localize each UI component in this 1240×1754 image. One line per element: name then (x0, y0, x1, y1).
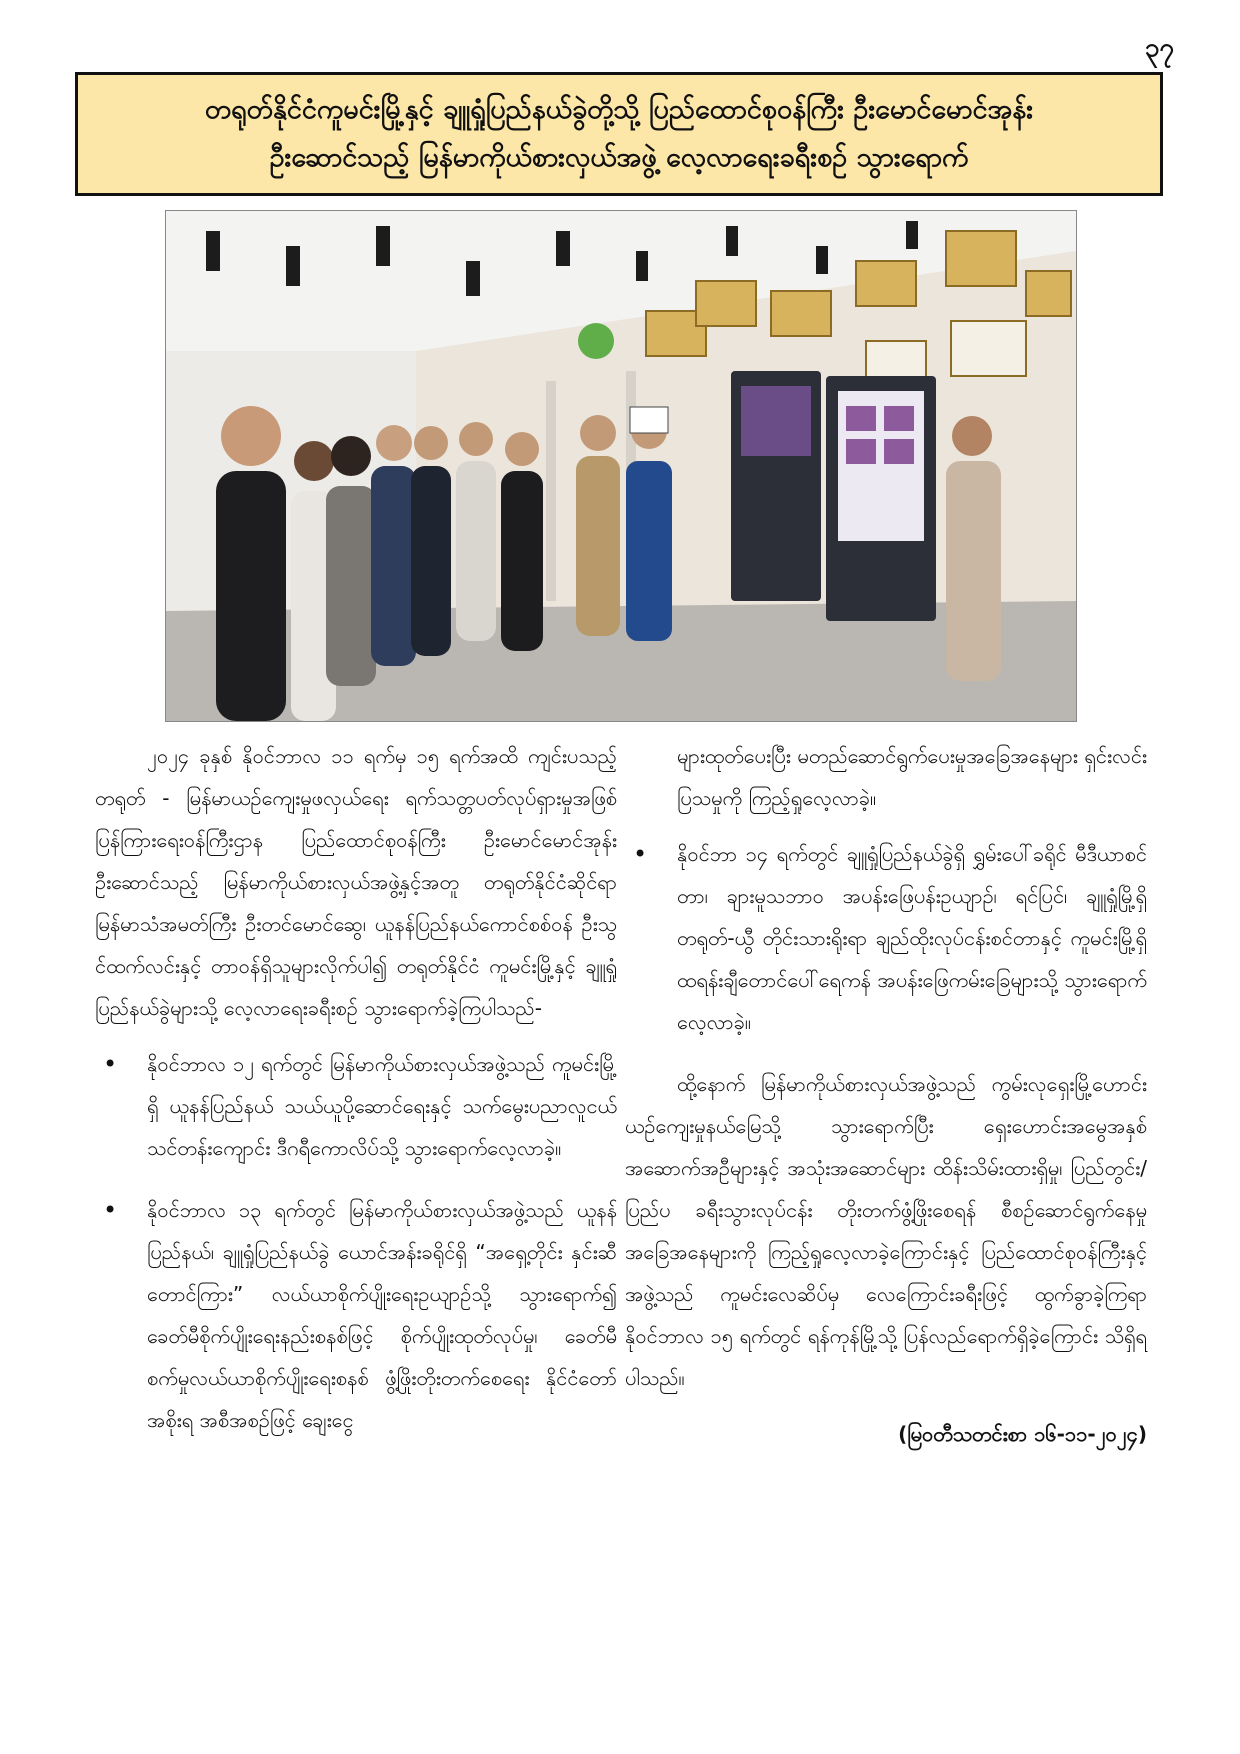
closing-paragraph: ထို့နောက် မြန်မာကိုယ်စားလှယ်အဖွဲ့သည် ကွမ်းလုရှေးမြို့ဟောင်း ယဉ်ကျေးမှုနယ်မြေသို့ သွားရောက်ပြီး ရှေးဟောင်းအမွေအနှစ် အဆောက်အဦများနှင့် အသုံးအဆောင်များ ထိန်းသိမ်းထားရှိမှု၊ ပြည်တွင်း/ပြည်ပ ခရီးသွားလုပ်ငန်း တိုးတက်ဖွံ့ဖြိုးစေရန် စီစဉ်ဆောင်ရွက်နေမှု အခြေအနေများကို ကြည့်ရှုလေ့လာခဲ့ကြောင်းနှင့် ပြည်ထောင်စုဝန်ကြီးနှင့်အဖွဲ့သည် ကူမင်းလေဆိပ်မှ လေကြောင်းခရီးဖြင့် ထွက်ခွာခဲ့ကြရာ နိုဝင်ဘာလ ၁၅ ရက်တွင် ရန်ကုန်မြို့သို့ ပြန်လည်ရောက်ရှိခဲ့ကြောင်း သိရှိရပါသည်။ (625, 1072, 1147, 1390)
intro-paragraph: ၂၀၂၄ ခုနှစ် နိုဝင်ဘာလ ၁၁ ရက်မှ ၁၅ ရက်အထိ ကျင်းပသည့် တရုတ် - မြန်မာယဉ်ကျေးမှုဖလှယ်ရေး ရက်သတ္တပတ်လုပ်ရှားမှုအဖြစ် ပြန်ကြားရေးဝန်ကြီးဌာန ပြည်ထောင်စုဝန်ကြီး ဦးမောင်မောင်အုန်း ဦးဆောင်သည့် မြန်မာကိုယ်စားလှယ်အဖွဲ့နှင့်အတူ တရုတ်နိုင်ငံဆိုင်ရာ မြန်မာသံအမတ်ကြီး ဦးတင်မောင်ဆွေ၊ ယူနန်ပြည်နယ်ကောင်စစ်ဝန် ဦးသွင်ထက်လင်းနှင့် တာဝန်ရှိသူများလိုက်ပါ၍ တရုတ်နိုင်ငံ ကူမင်းမြို့နှင့် ချူရှုံပြည်နယ်ခွဲများသို့ လေ့လာရေးခရီးစဉ် သွားရောက်ခဲ့ကြပါသည်- (95, 744, 617, 1020)
news-photo (165, 210, 1077, 722)
news-source: (မြဝတီသတင်းစာ ၁၆-၁၁-၂၀၂၄) (898, 1422, 1147, 1446)
headline-line-1: တရုတ်နိုင်ငံကူမင်းမြို့နှင့် ချူရှုံပြည်နယ်ခွဲတို့သို့ ပြည်ထောင်စုဝန်ကြီး ဦးမောင်မောင်အုန်း (204, 94, 1034, 125)
left-column (95, 735, 617, 1461)
green-emblem (578, 323, 614, 359)
bullet-item: • နိုဝင်ဘာလ ၁၂ ရက်တွင် မြန်မာကိုယ်စားလှယ်အဖွဲ့သည် ကူမင်းမြို့ရှိ ယူနန်ပြည်နယ် သယ်ယူပို့ဆောင်ရေးနှင့် သက်မွေးပညာလူငယ်သင်တန်းကျောင်း ဒီဂရီကောလိပ်သို့ သွားရောက်လေ့လာခဲ့။ (95, 1043, 617, 1169)
bullet-item: • နိုဝင်ဘာလ ၁၃ ရက်တွင် မြန်မာကိုယ်စားလှယ်အဖွဲ့သည် ယူနန်ပြည်နယ်၊ ချူရှုံပြည်နယ်ခွဲ ယောင်အန်းခရိုင်ရှိ “အရှေ့တိုင်း နှင်းဆီတောင်ကြား” လယ်ယာစိုက်ပျိုးရေးဥယျာဉ်သို့ သွားရောက်၍ ခေတ်မီစိုက်ပျိုးရေးနည်းစနစ်ဖြင့် စိုက်ပျိုးထုတ်လုပ်မှု၊ ခေတ်မီစက်မှုလယ်ယာစိုက်ပျိုးရေးစနစ် ဖွံ့ဖြိုးတိုးတက်စေရေး နိုင်ငံတော်အစိုးရ အစီအစဉ်ဖြင့် ချေးငွေ (95, 1189, 617, 1441)
touch-screens (731, 371, 936, 621)
right-column (625, 735, 1147, 1469)
exhibition-hall-illustration (166, 211, 1076, 721)
bullet-continuation: များထုတ်ပေးပြီး မတည်ဆောင်ရွက်ပေးမှုအခြေအနေများ ရှင်းလင်းပြသမှုကို ကြည့်ရှုလေ့လာခဲ့။ (677, 744, 1147, 810)
headline-line-2: ဦးဆောင်သည့် မြန်မာကိုယ်စားလှယ်အဖွဲ့ လေ့လာရေးခရီးစဉ် သွားရောက် (269, 142, 969, 173)
page-number: ၃၇ (1144, 33, 1174, 63)
headline-box (75, 72, 1163, 196)
bullet-item: • နိုဝင်ဘာ ၁၄ ရက်တွင် ချူရှုံပြည်နယ်ခွဲရှိ ရွှမ်းပေါ်ခရိုင် မီဒီယာစင်တာ၊ ချားမူသဘာဝ အပန်းဖြေပန်းဥယျာဉ်၊ ရင်ပြင်၊ ချူရှုံမြို့ရှိ တရုတ်-ယွီ တိုင်းသားရိုးရာ ချည်ထိုးလုပ်ငန်းစင်တာနှင့် ကူမင်းမြို့ရှိ ထရန်းချီတောင်ပေါ်ရေကန် အပန်းဖြေကမ်းခြေများသို့ သွားရောက်လေ့လာခဲ့။ (625, 833, 1147, 1043)
